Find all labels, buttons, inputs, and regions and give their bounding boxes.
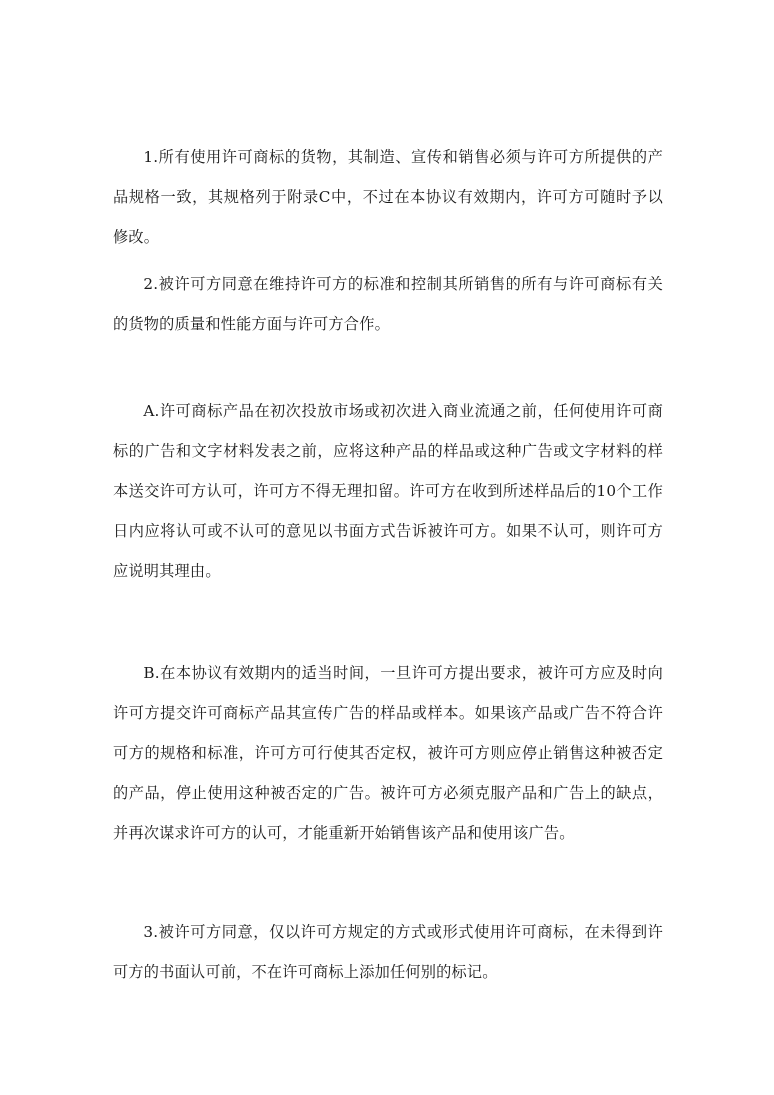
clause-1-paragraph: 1.所有使用许可商标的货物，其制造、宣传和销售必须与许可方所提供的产品规格一致，其规格列于附录C中，不过在本协议有效期内，许可方可随时予以修改。 xyxy=(113,148,663,246)
clause-2-paragraph: 2.被许可方同意在维持许可方的标准和控制其所销售的所有与许可商标有关的货物的质量和性能方面与许可方合作。 xyxy=(113,275,663,333)
clause-a-paragraph: A.许可商标产品在初次投放市场或初次进入商业流通之前，任何使用许可商标的广告和文字材料发表之前，应将这种产品的样品或这种广告或文字材料的样本送交许可方认可，许可方不得无理扣留。许可方在收到所述样品后的10个工作日内应将认可或不认可的意见以书面方式告诉被许可方。如果不认可，则许可方应说明其理由。 xyxy=(113,402,663,580)
clause-b-paragraph: B.在本协议有效期内的适当时间，一旦许可方提出要求，被许可方应及时向许可方提交许可商标产品其宣传广告的样品或样本。如果该产品或广告不符合许可方的规格和标准，许可方可行使其否定权，被许可方则应停止销售这种被否定的产品，停止使用这种被否定的广告。被许可方必须克服产品和广告上的缺点，并再次谋求许可方的认可，才能重新开始销售该产品和使用该广告。 xyxy=(113,664,663,842)
clause-3-paragraph: 3.被许可方同意，仅以许可方规定的方式或形式使用许可商标，在未得到许可方的书面认可前，不在许可商标上添加任何别的标记。 xyxy=(113,923,663,981)
